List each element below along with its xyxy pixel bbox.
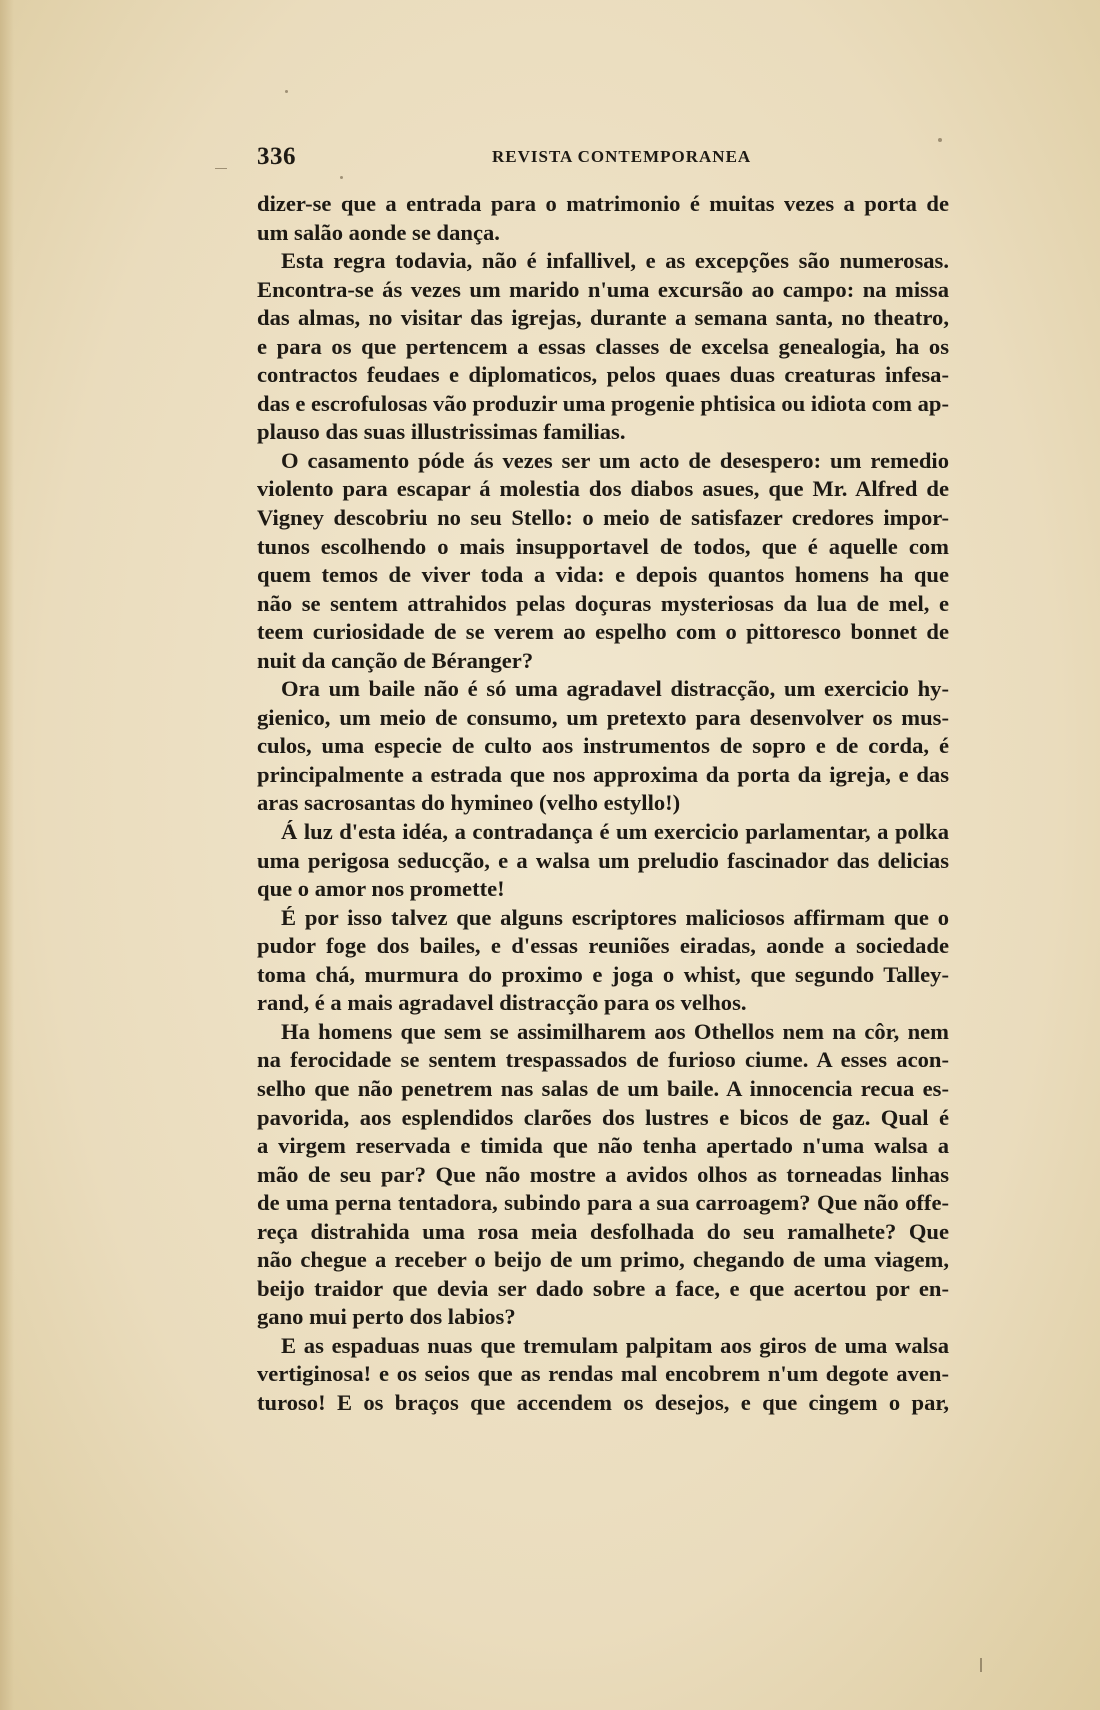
text-line: que o amor nos promette! [257, 876, 505, 902]
text-line: um salão aonde se dança. [257, 219, 500, 245]
text-line: e para os que pertencem a essas classes de excelsa genealogia, ha os [257, 333, 949, 359]
text-line: pudor foge dos bailes, e d'essas reuniões eiradas, aonde a sociedade [257, 933, 949, 959]
text-line: culos, uma especie de culto aos instrumentos de sopro e de corda, é [257, 733, 949, 759]
text-line: gienico, um meio de consumo, um pretexto para desenvolver os mus- [257, 704, 949, 730]
text-line: vertiginosa! e os seios que as rendas mal encobrem n'um degote aven- [257, 1361, 949, 1387]
specks [285, 90, 288, 93]
text-line: plauso das suas illustrissimas familias. [257, 419, 626, 445]
text-line: gano mui perto dos labios? [257, 1304, 516, 1330]
text-line: turoso! E os braços que accendem os desejos, e que cingem o par, [257, 1389, 949, 1415]
text-line: aras sacrosantas do hymineo (velho estyllo!) [257, 790, 681, 816]
text-line: uma perigosa seducção, e a walsa um preludio fascinador das delicias [257, 847, 949, 873]
text-line: violento para escapar á molestia dos diabos asues, que Mr. Alfred de [257, 476, 949, 502]
page-number: 336 [257, 143, 296, 170]
text-line: não chegue a receber o beijo de um primo, chegando de uma viagem, [257, 1247, 949, 1273]
specks [938, 138, 942, 142]
running-title: REVISTA CONTEMPORANEA [492, 147, 752, 166]
text-line: de uma perna tentadora, subindo para a sua carroagem? Que não offe- [257, 1190, 949, 1216]
text-line: mão de seu par? Que não mostre a avidos olhos as torneadas linhas [257, 1161, 949, 1187]
text-line: Ha homens que sem se assimilharem aos Othellos nem na côr, nem [281, 1018, 949, 1044]
paragraph-lines [257, 190, 949, 1418]
text-line: teem curiosidade de se verem ao espelho com o pittoresco bonnet de [257, 619, 949, 645]
text-line: O casamento póde ás vezes ser um acto de desespero: um remedio [281, 447, 949, 473]
text-line: nuit da canção de Béranger? [257, 647, 534, 673]
text-line: E as espaduas nuas que tremulam palpitam aos giros de uma walsa [281, 1332, 949, 1358]
text-line: Ora um baile não é só uma agradavel distracção, um exercicio hy- [281, 676, 949, 702]
text-line: não se sentem attrahidos pelas doçuras mysteriosas da lua de mel, e [257, 590, 949, 616]
specks [980, 1658, 982, 1672]
text-line: a virgem reservada e timida que não tenha apertado n'uma walsa a [257, 1133, 949, 1159]
text-line: tunos escolhendo o mais insupportavel de todos, que é aquelle com [257, 533, 949, 559]
text-line: das e escrofulosas vão produzir uma progenie phtisica ou idiota com ap- [257, 390, 949, 416]
text-line: selho que não penetrem nas salas de um baile. A innocencia recua es- [257, 1075, 949, 1101]
specks [215, 168, 227, 169]
text-line: principalmente a estrada que nos approxima da porta da igreja, e das [257, 761, 949, 787]
text-line: beijo traidor que devia ser dado sobre a face, e que acertou por en- [257, 1275, 949, 1301]
text-line: contractos feudaes e diplomaticos, pelos quaes duas creaturas infesa- [257, 362, 949, 388]
text-line: rand, é a mais agradavel distracção para os velhos. [257, 990, 747, 1016]
body-text [257, 190, 949, 1418]
page-header [257, 143, 949, 173]
text-line: Vigney descobriu no seu Stello: o meio de satisfazer credores impor- [257, 505, 949, 531]
text-line: na ferocidade se sentem trespassados de furioso ciume. A esses acon- [257, 1047, 949, 1073]
text-line: reça distrahida uma rosa meia desfolhada do seu ramalhete? Que [257, 1218, 949, 1244]
text-line: Encontra-se ás vezes um marido n'uma excursão ao campo: na missa [257, 276, 949, 302]
text-line: toma chá, murmura do proximo e joga o whist, que segundo Talley- [257, 961, 949, 987]
text-line: das almas, no visitar das igrejas, durante a semana santa, no theatro, [257, 305, 949, 331]
text-line: Esta regra todavia, não é infallivel, e as excepções são numerosas. [281, 248, 949, 274]
text-line: É por isso talvez que alguns escriptores maliciosos affirmam que o [281, 904, 949, 930]
text-line: dizer-se que a entrada para o matrimonio é muitas vezes a porta de [257, 191, 949, 216]
text-line: quem temos de viver toda a vida: e depois quantos homens ha que [257, 562, 949, 588]
text-line: pavorida, aos esplendidos clarões dos lustres e bicos de gaz. Qual é [257, 1104, 949, 1130]
specks [340, 176, 343, 179]
text-line: Á luz d'esta idéa, a contradança é um exercicio parlamentar, a polka [281, 819, 949, 845]
